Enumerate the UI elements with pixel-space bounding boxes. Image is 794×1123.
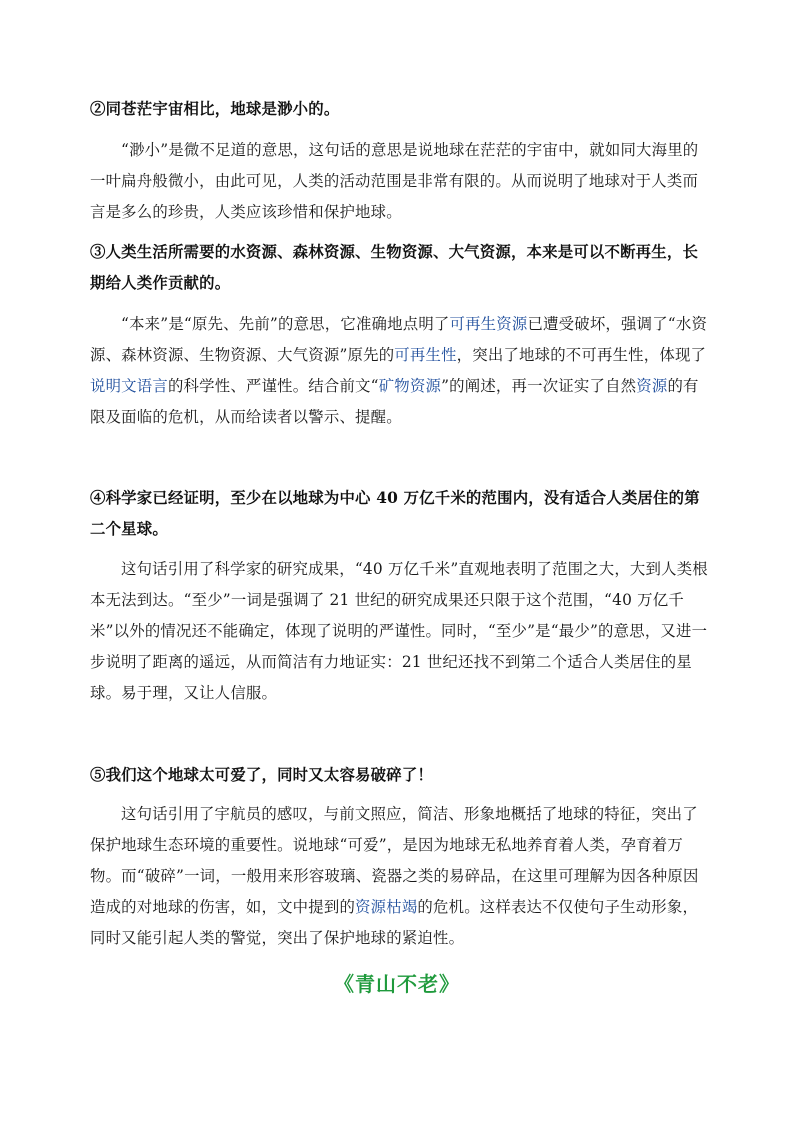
text-run: 的科学性、严谨性。结合前文“ xyxy=(167,377,379,395)
link-resource-depletion[interactable]: 资源枯竭 xyxy=(355,898,418,916)
link-renewable-resources[interactable]: 可再生资源 xyxy=(449,315,528,333)
link-expository-language[interactable]: 说明文语言 xyxy=(90,377,168,395)
section-3-body xyxy=(90,309,708,433)
text-run: “渺小”是微不足道的意思，这句话的意思是说地球在茫茫的宇宙中，就如同大海里的一叶扁舟般微小，由此可见，人类的活动范围是非常有限的。从而说明了地球对于人类而言是多么的珍贵，人类应该珍惜和保护地球。 xyxy=(90,141,699,221)
section-3-heading: ③人类生活所需要的水资源、森林资源、生物资源、大气资源，本来是可以不断再生，长期给人类作贡献的。 xyxy=(90,243,699,292)
section-2-body xyxy=(90,135,708,228)
link-renewability[interactable]: 可再生性 xyxy=(394,346,457,364)
section-5-heading: ⑤我们这个地球太可爱了，同时又太容易破碎了！ xyxy=(90,766,433,784)
text-run: ，突出了地球的不可再生性，体现了 xyxy=(456,346,707,364)
lesson-title: 《青山不老》 xyxy=(334,972,460,996)
text-run: “本来”是“原先、先前”的意思，它准确地点明了 xyxy=(121,315,450,333)
section-5-body xyxy=(90,799,708,954)
text-run: ”的阐述，再一次证实了自然 xyxy=(441,377,637,395)
section-4-heading: ④科学家已经证明，至少在以地球为中心 40 万亿千米的范围内，没有适合人类居住的第二个星球。 xyxy=(90,489,700,538)
link-mineral-resources[interactable]: 矿物资源 xyxy=(378,377,442,395)
text-run: 已遭受破坏，强调了“水资源、森林资源、生物资源、大气资源”原先的 xyxy=(90,315,708,364)
text-run: 这句话引用了科学家的研究成果，“40 万亿千米”直观地表明了范围之大，大到人类根本无法到达。“至少”一词是强调了 21 世纪的研究成果还只限于这个范围，“40 万亿千米”以外的情况还不能确定，体现了说明的严谨性。同时，“至少”是“最少”的意思，又进一步说明了距离的遥远，从而简洁有力地证实：21 世纪还找不到第二个适合人类居住的星球。易于理，又让人信服。 xyxy=(90,560,708,702)
section-4-body xyxy=(90,554,708,709)
text-run: 的有限及面临的危机，从而给读者以警示、提醒。 xyxy=(90,377,699,426)
section-2-heading: ②同苍茫宇宙相比，地球是渺小的。 xyxy=(90,100,340,118)
text-run: 这句话引用了宇航员的感叹，与前文照应，简洁、形象地概括了地球的特征，突出了保护地球生态环境的重要性。说地球“可爱”，是因为地球无私地养育着人类，孕育着万物。而“破碎”一词，一般用来形容玻璃、瓷器之类的易碎品，在这里可理解为因各种原因造成的对地球的伤害，如，文中提到的 xyxy=(90,805,699,916)
link-resources[interactable]: 资源 xyxy=(636,377,668,395)
text-run: 的危机。这样表达不仅使句子生动形象，同时又能引起人类的警觉，突出了保护地球的紧迫性。 xyxy=(90,898,699,947)
